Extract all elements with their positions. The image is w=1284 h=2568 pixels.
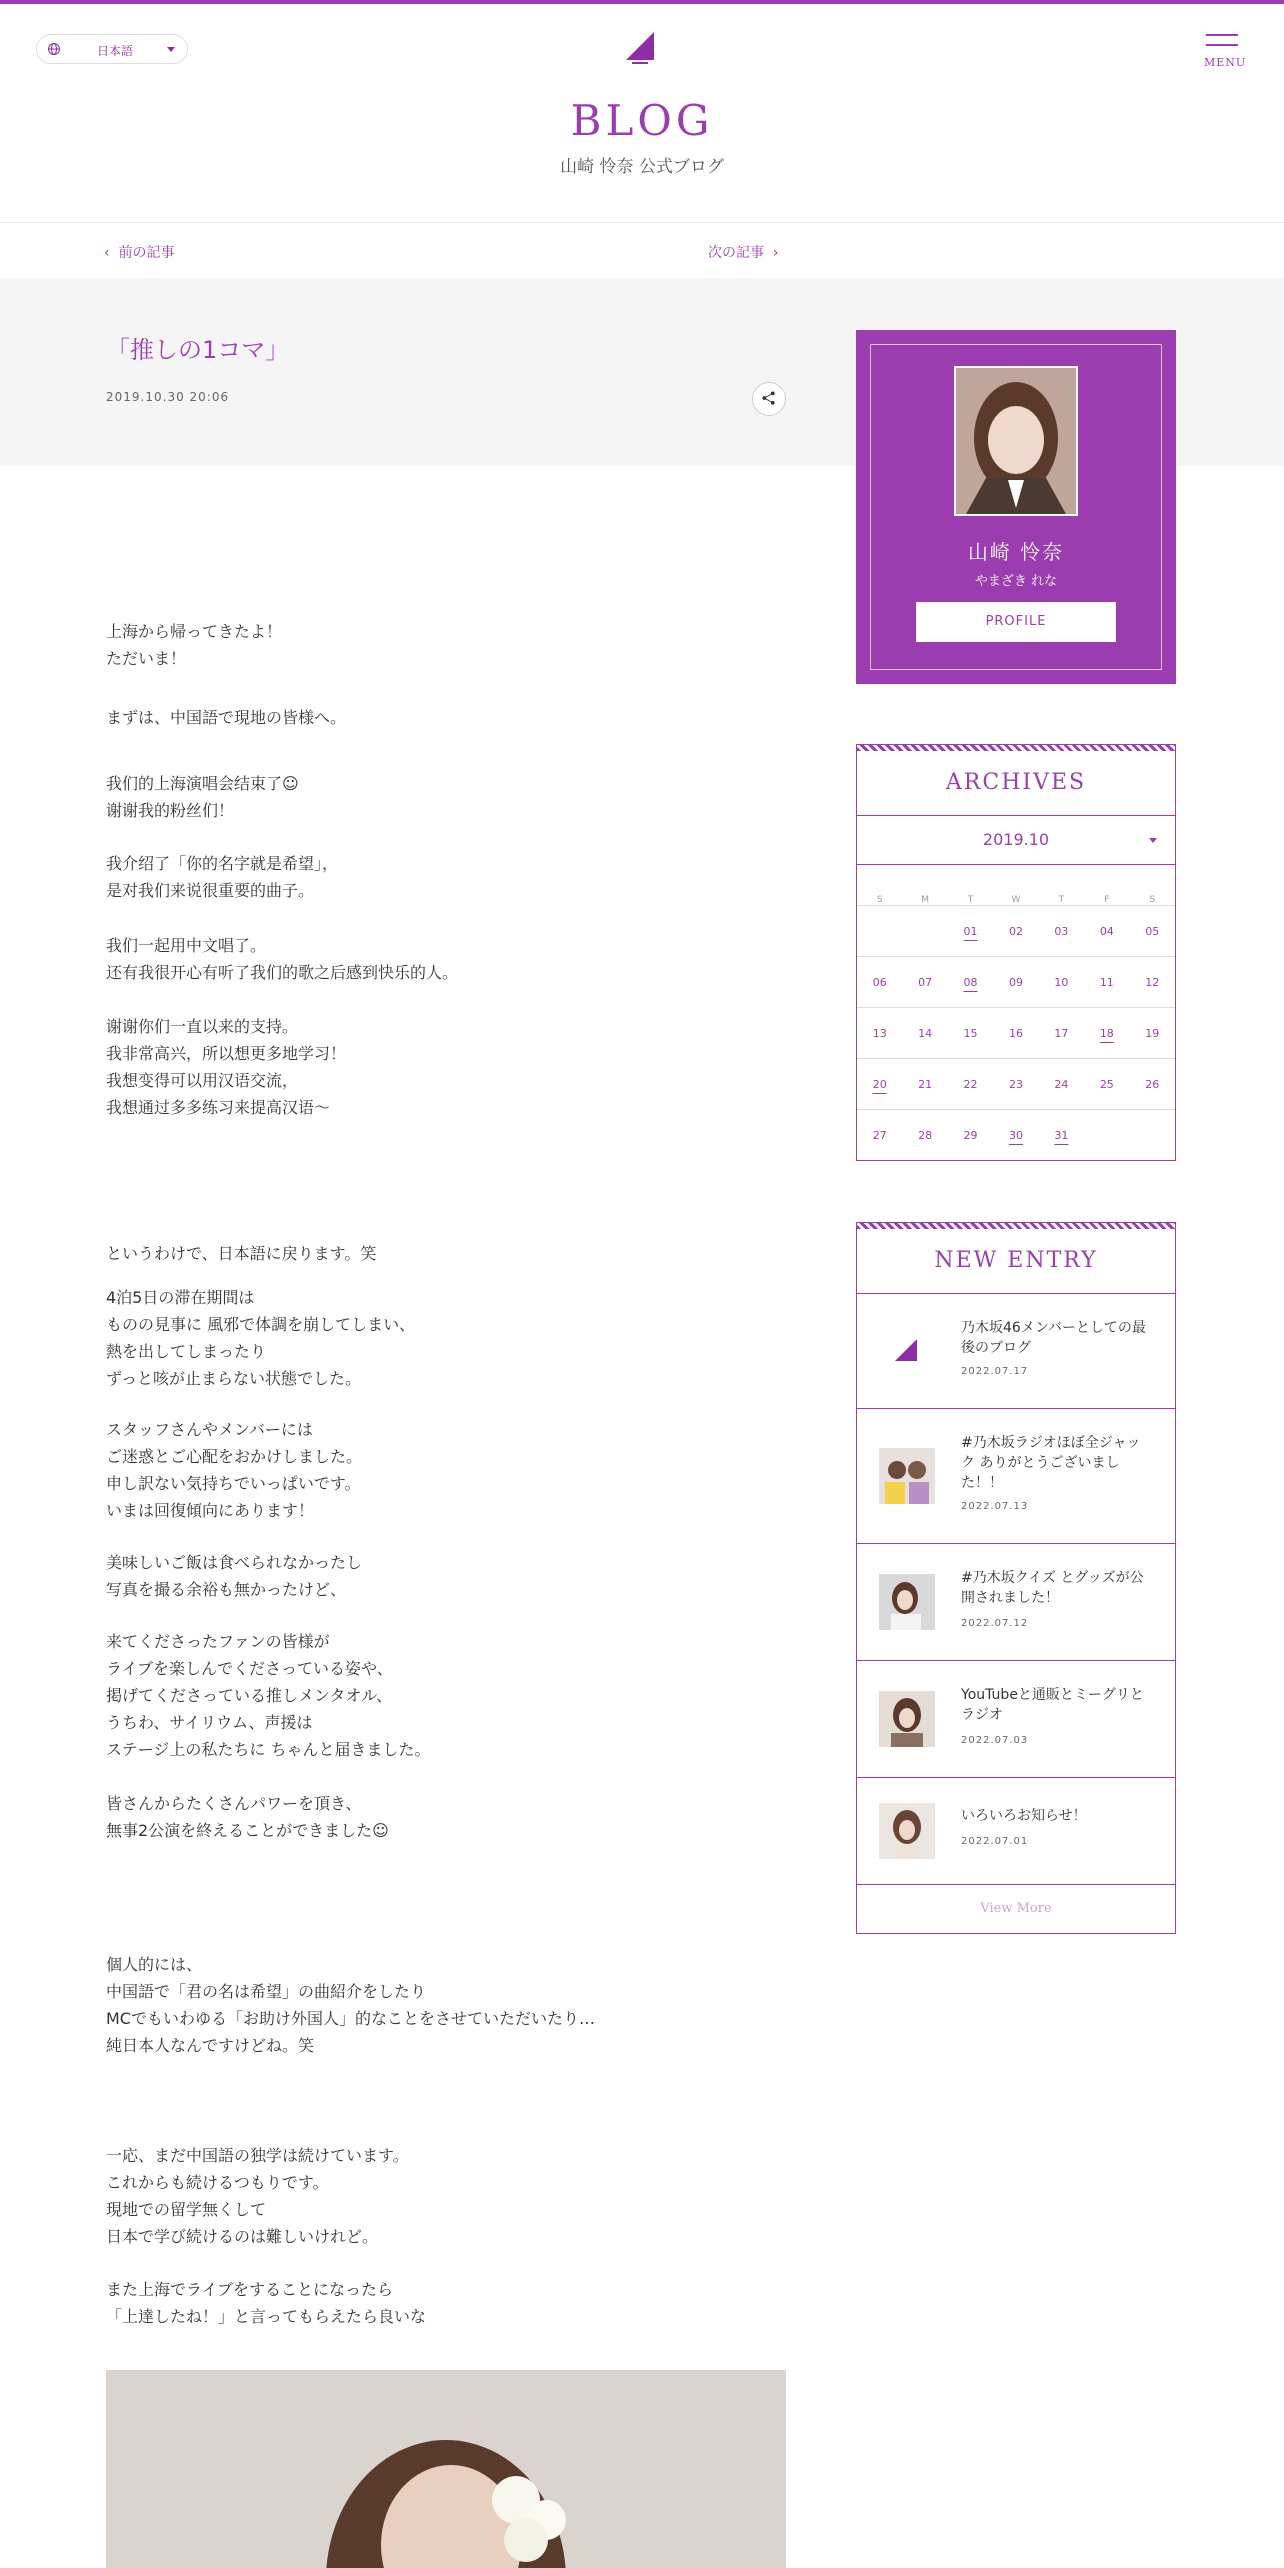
calendar-day: 05 bbox=[1145, 924, 1160, 938]
article-paragraph: 我介绍了「你的名字就是希望」， 是对我们来说很重要的曲子。 bbox=[106, 854, 339, 900]
language-selector[interactable] bbox=[36, 34, 188, 64]
entry-item[interactable] bbox=[857, 1661, 1175, 1778]
member-name-kana: やまざき れな bbox=[974, 574, 1058, 589]
calendar-day: 07 bbox=[918, 975, 933, 989]
member-name: 山崎 怜奈 bbox=[967, 540, 1065, 564]
calendar-day: 13 bbox=[872, 1026, 887, 1040]
chevron-down-icon bbox=[167, 47, 175, 52]
blog-title: BLOG bbox=[570, 96, 714, 145]
calendar-week bbox=[857, 1007, 1175, 1058]
calendar-day: 23 bbox=[1008, 1077, 1023, 1091]
article-paragraph: というわけで、日本語に戻ります。笑 bbox=[106, 1244, 377, 1263]
chevron-left-icon: ‹ bbox=[104, 245, 119, 261]
globe-icon bbox=[47, 42, 61, 56]
entry-thumbnail bbox=[879, 1448, 935, 1504]
calendar-day: 28 bbox=[918, 1128, 933, 1142]
top-accent-bar bbox=[0, 0, 1284, 4]
calendar-day[interactable]: 30 bbox=[1008, 1128, 1023, 1142]
article-paragraph: 一応、まだ中国語の独学は続けています。 これからも続けるつもりです。 現地での留学無くして 日本で学び続けるのは難しいけれど。 bbox=[106, 2146, 409, 2246]
entry-item[interactable] bbox=[857, 1544, 1175, 1661]
article-paragraph: 我们的上海演唱会结束了☺︎ 谢谢我的粉丝们！ bbox=[106, 774, 299, 820]
entry-title: いろいろお知らせ！ bbox=[961, 1808, 1087, 1824]
article-paragraph: 4泊5日の滞在期間は ものの見事に 風邪で体調を崩してしまい、 熱を出してしまったり ずっと咳が止まらない状態でした。 bbox=[106, 1288, 416, 1388]
calendar-day: 24 bbox=[1054, 1077, 1069, 1091]
calendar-week bbox=[857, 1109, 1175, 1160]
calendar-day: 12 bbox=[1145, 975, 1160, 989]
calendar-day: 10 bbox=[1054, 975, 1069, 989]
entry-item[interactable] bbox=[857, 1409, 1175, 1544]
entry-date: 2022.07.17 bbox=[961, 1366, 1029, 1377]
new-entry-title: NEW ENTRY bbox=[857, 1229, 1175, 1294]
profile-card bbox=[856, 330, 1176, 684]
entry-item[interactable] bbox=[857, 1294, 1175, 1409]
entry-thumbnail bbox=[879, 1574, 935, 1630]
calendar-day: 25 bbox=[1099, 1077, 1114, 1091]
calendar-day: 02 bbox=[1008, 924, 1023, 938]
article-paragraph: まずは、中国語で現地の皆様へ。 bbox=[106, 708, 347, 727]
article-paragraph: 我们一起用中文唱了。 还有我很开心有听了我们的歌之后感到快乐的人。 bbox=[106, 936, 459, 982]
calendar-day: 14 bbox=[918, 1026, 933, 1040]
entry-date: 2022.07.01 bbox=[961, 1836, 1029, 1847]
next-article-label: 次の記事 bbox=[708, 245, 764, 261]
article-paragraph: 個人的には、 中国語で「君の名は希望」の曲紹介をしたり MCでもいわゆる「お助け外国人」的なことをさせていただいたり… 純日本人なんですけどね。笑 bbox=[106, 1955, 595, 2055]
prev-article-link[interactable] bbox=[104, 242, 175, 262]
share-button[interactable] bbox=[752, 382, 786, 416]
calendar-day: 11 bbox=[1099, 975, 1114, 989]
chevron-right-icon: › bbox=[764, 245, 779, 261]
article-paragraph: 皆さんからたくさんパワーを頂き、 無事2公演を終えることができました☺︎ bbox=[106, 1794, 389, 1840]
calendar-week bbox=[857, 905, 1175, 956]
next-article-link[interactable] bbox=[708, 242, 779, 262]
calendar-day[interactable]: 08 bbox=[963, 975, 978, 989]
calendar-day: 16 bbox=[1008, 1026, 1023, 1040]
profile-button[interactable]: PROFILE bbox=[916, 602, 1116, 642]
archives-title: ARCHIVES bbox=[857, 751, 1175, 816]
archive-month-select[interactable] bbox=[857, 816, 1175, 865]
entry-title: #乃木坂クイズ とグッズが公開されました！ bbox=[961, 1570, 1144, 1606]
calendar-day: 27 bbox=[872, 1128, 887, 1142]
article-paragraph: 上海から帰ってきたよ！ ただいま！ bbox=[106, 622, 283, 668]
article-paragraph: また上海でライブをすることになったら 「上達したね！」と言ってもらえたら良いな bbox=[106, 2280, 427, 2326]
weekday-label: T bbox=[1058, 895, 1065, 905]
calendar-day: 21 bbox=[918, 1077, 933, 1091]
menu-icon bbox=[1206, 34, 1238, 36]
entry-item[interactable] bbox=[857, 1778, 1175, 1885]
calendar-day: 06 bbox=[872, 975, 887, 989]
post-date: 2019.10.30 20:06 bbox=[106, 390, 230, 404]
weekday-label: M bbox=[921, 895, 930, 905]
entry-date: 2022.07.03 bbox=[961, 1735, 1029, 1746]
entry-title: #乃木坂ラジオほぼ全ジャック ありがとうございました！！ bbox=[961, 1435, 1141, 1491]
article-paragraph: 美味しいご飯は食べられなかったし 写真を撮る余裕も無かったけど、 bbox=[106, 1553, 363, 1599]
avatar bbox=[954, 366, 1078, 516]
archive-calendar bbox=[857, 865, 1175, 1160]
article-paragraph: スタッフさんやメンバーには ご迷惑とご心配をおかけしました。 申し訳ない気持ちでいっぱいです。 いまは回復傾向にあります！ bbox=[106, 1420, 363, 1520]
calendar-day: 17 bbox=[1054, 1026, 1069, 1040]
divider bbox=[0, 222, 1284, 223]
blog-subtitle: 山崎 怜奈 公式ブログ bbox=[560, 157, 724, 177]
article-photo bbox=[106, 2370, 786, 2568]
calendar-day: 15 bbox=[963, 1026, 978, 1040]
calendar-day: 04 bbox=[1099, 924, 1114, 938]
view-more-link[interactable]: View More bbox=[980, 1901, 1052, 1916]
language-label: 日本語 bbox=[97, 44, 134, 58]
share-icon bbox=[753, 383, 785, 415]
archives-panel bbox=[856, 744, 1176, 1161]
article-paragraph: 来てくださったファンの皆様が ライブを楽しんでくださっている姿や、 掲げてくださっている推しメンタオル、 うちわ、サイリウム、声援は ステージ上の私たちに ちゃんと届きました。 bbox=[106, 1632, 431, 1759]
calendar-day: 22 bbox=[963, 1077, 978, 1091]
menu-button[interactable] bbox=[1200, 32, 1247, 72]
entry-title: 乃木坂46メンバーとしての最後のブログ bbox=[961, 1320, 1146, 1356]
calendar-day: 26 bbox=[1145, 1077, 1160, 1091]
calendar-day: 09 bbox=[1008, 975, 1023, 989]
calendar-day[interactable]: 01 bbox=[963, 924, 978, 938]
menu-label: MENU bbox=[1204, 56, 1247, 69]
calendar-day[interactable]: 31 bbox=[1054, 1128, 1069, 1142]
calendar-day: 03 bbox=[1054, 924, 1069, 938]
chevron-down-icon bbox=[1149, 838, 1157, 843]
entry-thumbnail bbox=[879, 1803, 935, 1859]
archive-month-value: 2019.10 bbox=[982, 830, 1050, 849]
menu-icon-bar bbox=[1206, 44, 1238, 46]
calendar-day: 19 bbox=[1145, 1026, 1160, 1040]
entry-thumbnail bbox=[879, 1691, 935, 1747]
calendar-day[interactable]: 20 bbox=[872, 1077, 887, 1091]
weekday-label: W bbox=[1011, 895, 1021, 905]
post-title: 「推しの1コマ」 bbox=[106, 336, 290, 364]
entry-date: 2022.07.13 bbox=[961, 1501, 1029, 1512]
calendar-day: 29 bbox=[963, 1128, 978, 1142]
entry-thumbnail bbox=[879, 1323, 935, 1379]
weekday-label: S bbox=[1149, 895, 1156, 905]
article-paragraph: 谢谢你们一直以来的支持。 我非常高兴，所以想更多地学习！ 我想变得可以用汉语交流， 我想通过多多练习来提高汉语〜 bbox=[106, 1017, 347, 1117]
weekday-label: F bbox=[1104, 895, 1110, 905]
new-entry-panel bbox=[856, 1222, 1176, 1934]
weekday-header bbox=[857, 865, 1175, 905]
calendar-week bbox=[857, 956, 1175, 1007]
calendar-week bbox=[857, 1058, 1175, 1109]
entry-date: 2022.07.12 bbox=[961, 1618, 1029, 1629]
site-logo-icon[interactable] bbox=[624, 30, 656, 68]
entry-title: YouTubeと通販とミーグリとラジオ bbox=[961, 1687, 1144, 1723]
prev-article-label: 前の記事 bbox=[118, 245, 175, 261]
calendar-day[interactable]: 18 bbox=[1099, 1026, 1114, 1040]
weekday-label: T bbox=[967, 895, 974, 905]
weekday-label: S bbox=[876, 895, 883, 905]
site-logo-icon bbox=[879, 1323, 935, 1379]
